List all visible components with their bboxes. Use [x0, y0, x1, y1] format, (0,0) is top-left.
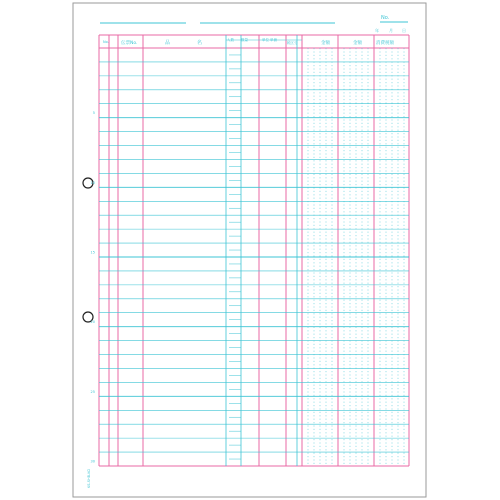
- date-mark-day: 日: [402, 28, 406, 33]
- row-number-label: 30: [90, 459, 95, 464]
- header-amount: 金額: [321, 41, 330, 46]
- row-number-label: 5: [92, 111, 95, 116]
- header-tax-class: 税区分: [287, 41, 298, 45]
- header-tax-amount: 消費税額: [376, 41, 394, 46]
- header-no: No.: [103, 40, 109, 44]
- date-mark-month: 月: [389, 28, 393, 33]
- header-code: 伝票No.: [121, 41, 138, 46]
- header-amount-2: 金額: [353, 41, 362, 46]
- row-number-label: 20: [90, 320, 95, 325]
- header-qty-a: 入数: [227, 38, 234, 42]
- header-unit: 単位: [262, 38, 269, 42]
- header-qty-b: 数量: [241, 38, 248, 42]
- paper: [73, 3, 426, 497]
- header-no-label: No.: [381, 15, 390, 21]
- row-number-label: 25: [90, 389, 95, 394]
- header-name-b: 名: [197, 40, 203, 46]
- date-mark-year: 年: [375, 28, 379, 33]
- header-name-a: 品: [165, 40, 171, 46]
- row-number-label: 10: [90, 180, 95, 185]
- row-number-label: 15: [90, 250, 95, 255]
- header-price: 単価: [270, 38, 277, 42]
- side-product-code: KS-SHB-KO: [87, 468, 91, 488]
